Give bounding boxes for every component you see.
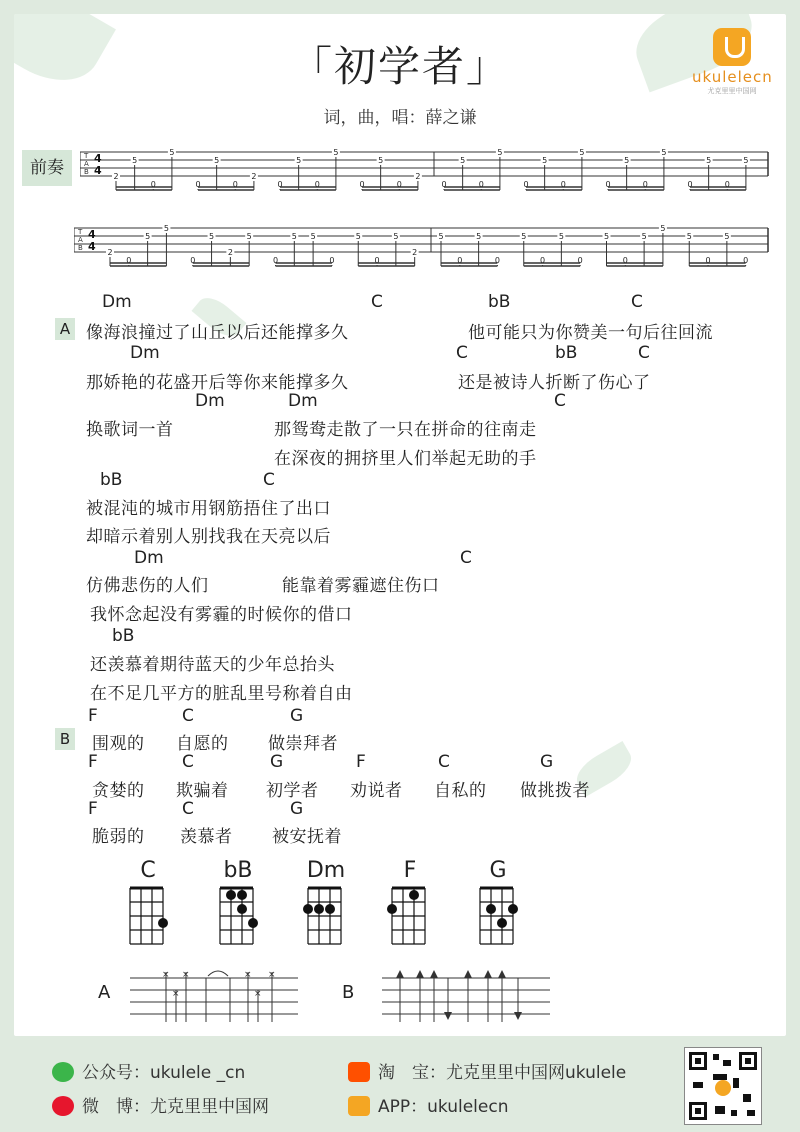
tab-fret-number: 5 <box>460 156 466 165</box>
ukulele-logo-icon <box>713 28 751 66</box>
tab-fret-number: 0 <box>743 256 749 265</box>
lyric-line: 贪婪的 <box>92 781 145 801</box>
finger-dot <box>387 904 397 914</box>
finger-dot <box>497 918 507 928</box>
weibo-icon <box>52 1096 74 1116</box>
tab-fret-number: 5 <box>132 156 138 165</box>
lyric-line: 却暗示着别人别找我在天亮以后 <box>86 527 331 547</box>
tab-fret-number: 2 <box>113 172 119 181</box>
chord-label: C <box>638 343 650 363</box>
finger-dot <box>248 918 258 928</box>
tab-fret-number: 0 <box>540 256 546 265</box>
lyric-line: 羡慕者 <box>180 827 233 847</box>
svg-text:×: × <box>244 970 252 980</box>
chord-label: Dm <box>102 292 132 312</box>
tab-fret-number: 5 <box>579 148 585 157</box>
app-link <box>348 1092 509 1117</box>
tab-fret-number: 5 <box>296 156 302 165</box>
tab-fret-number: 5 <box>209 232 215 241</box>
tab-fret-number: 5 <box>393 232 399 241</box>
tab-fret-number: 0 <box>577 256 583 265</box>
tab-fret-number: 5 <box>497 148 503 157</box>
tab-fret-number: 5 <box>686 232 692 241</box>
tab-fret-number: 5 <box>558 232 564 241</box>
svg-text:×: × <box>254 989 262 999</box>
fretboard-grid <box>296 884 356 948</box>
tab-clef: T <box>78 228 83 236</box>
tab-fret-number: 0 <box>314 180 320 189</box>
tab-fret-number: 5 <box>291 232 297 241</box>
section-a-label: A <box>55 318 75 340</box>
site-logo <box>692 28 772 96</box>
finger-dot <box>158 918 168 928</box>
tab-fret-number: 0 <box>457 256 463 265</box>
finger-dot <box>303 904 313 914</box>
chord-diagram-name: G <box>489 858 507 883</box>
chord-label: G <box>290 799 304 819</box>
chord-diagram-name: F <box>403 858 417 883</box>
tab-fret-number: 0 <box>190 256 196 265</box>
tab-fret-number: 5 <box>438 232 444 241</box>
tab-fret-number: 0 <box>359 180 365 189</box>
rhythm-pattern-a <box>130 968 298 1024</box>
finger-dot <box>237 890 247 900</box>
lyric-line: 还羡慕着期待蓝天的少年总抬头 <box>90 655 335 675</box>
tab-fret-number: 0 <box>195 180 201 189</box>
tab-fret-number: 5 <box>145 232 151 241</box>
svg-text:×: × <box>268 970 276 980</box>
lyric-line: 自愿的 <box>176 734 229 754</box>
fretboard-grid <box>468 884 528 948</box>
tab-fret-number: 5 <box>706 156 712 165</box>
tab-fret-number: 0 <box>232 180 238 189</box>
tab-fret-number: 2 <box>251 172 257 181</box>
chord-label: C <box>182 752 194 772</box>
lyric-line: 像海浪撞过了山丘以后还能撑多久 <box>86 323 349 343</box>
tab-fret-number: 0 <box>150 180 156 189</box>
weibo-text: 微 博：尤克里里中国网 <box>82 1097 269 1117</box>
chord-label: Dm <box>288 391 318 411</box>
tab-fret-number: 5 <box>310 232 316 241</box>
tab-fret-number: 0 <box>277 180 283 189</box>
wechat-icon <box>52 1062 74 1082</box>
chord-label: Dm <box>195 391 225 411</box>
chord-label: C <box>438 752 450 772</box>
tab-fret-number: 5 <box>641 232 647 241</box>
tab-clef: A <box>78 236 83 244</box>
tab-fret-number: 5 <box>542 156 548 165</box>
tab-fret-number: 0 <box>642 180 648 189</box>
tab-fret-number: 0 <box>126 256 132 265</box>
chord-diagram-dm <box>296 858 356 952</box>
lyric-line: 做崇拜者 <box>268 734 338 754</box>
intro-tab-staff-2 <box>74 218 770 274</box>
lyric-line: 那娇艳的花盛开后等你来能撑多久 <box>86 373 349 393</box>
lyric-line: 能靠着雾霾遮住伤口 <box>282 576 440 596</box>
wechat-text: 公众号：ukulele _cn <box>82 1063 246 1083</box>
tab-fret-number: 5 <box>660 224 666 233</box>
chord-label: F <box>88 706 98 726</box>
lyric-line: 我怀念起没有雾霾的时候你的借口 <box>90 605 353 625</box>
tab-fret-number: 0 <box>622 256 628 265</box>
intro-label: 前奏 <box>22 150 72 186</box>
tab-fret-number: 0 <box>478 180 484 189</box>
chord-label: C <box>456 343 468 363</box>
tab-fret-number: 0 <box>396 180 402 189</box>
qr-code-pattern <box>685 1048 761 1124</box>
chord-diagram-name: bB <box>223 858 253 883</box>
tab-fret-number: 0 <box>441 180 447 189</box>
chord-label: Dm <box>134 548 164 568</box>
time-signature: 4 <box>88 228 96 241</box>
rhythm-pattern-b <box>382 968 550 1024</box>
tab-fret-number: 5 <box>661 148 667 157</box>
finger-dot <box>314 904 324 914</box>
app-icon <box>348 1096 370 1116</box>
tab-fret-number: 5 <box>246 232 252 241</box>
finger-dot <box>508 904 518 914</box>
fretboard-grid <box>118 884 178 948</box>
tab-fret-number: 5 <box>624 156 630 165</box>
tab-fret-number: 2 <box>412 248 418 257</box>
lyric-line: 欺骗着 <box>176 781 229 801</box>
tab-clef: B <box>84 168 89 176</box>
chord-label: bB <box>112 626 135 646</box>
chord-diagram-name: Dm <box>306 858 346 883</box>
tab-fret-number: 5 <box>743 156 749 165</box>
fretboard-grid <box>380 884 440 948</box>
song-title: 「初学者」 <box>289 42 510 91</box>
tab-fret-number: 0 <box>687 180 693 189</box>
chord-label: C <box>631 292 643 312</box>
tab-fret-number: 5 <box>603 232 610 241</box>
finger-dot <box>237 904 247 914</box>
lyric-line: 在不足几平方的脏乱里号称着自由 <box>90 684 353 704</box>
time-signature: 4 <box>94 164 102 177</box>
tab-fret-number: 5 <box>724 232 730 241</box>
weibo-account <box>52 1092 269 1117</box>
rhythm-a-label: A <box>98 982 111 1003</box>
time-signature: 4 <box>94 152 102 165</box>
lyric-line: 初学者 <box>266 781 319 801</box>
svg-text:×: × <box>172 989 180 999</box>
chord-diagram-bb <box>208 858 268 952</box>
finger-dot <box>325 904 335 914</box>
fretboard-grid <box>208 884 268 948</box>
taobao-text: 淘 宝：尤克里里中国网ukulele <box>378 1063 627 1083</box>
logo-name: ukulelecn <box>692 68 773 86</box>
lyric-line: 在深夜的拥挤里人们举起无助的手 <box>274 449 537 469</box>
finger-dot <box>226 890 236 900</box>
lyric-line: 被混沌的城市用钢筋捂住了出口 <box>86 499 331 519</box>
lyric-line: 被安抚着 <box>272 827 342 847</box>
lyric-line: 仿佛悲伤的人们 <box>86 576 209 596</box>
svg-text:×: × <box>182 970 190 980</box>
chord-label: C <box>554 391 566 411</box>
taobao-store <box>348 1058 626 1083</box>
finger-dot <box>409 890 419 900</box>
tab-clef: A <box>84 160 89 168</box>
lyric-line: 那鸳鸯走散了一只在拼命的往南走 <box>274 420 537 440</box>
section-b-label: B <box>55 728 75 750</box>
lyric-line: 自私的 <box>434 781 487 801</box>
chord-label: C <box>371 292 383 312</box>
wechat-account <box>52 1058 245 1083</box>
lyric-line: 做挑拨者 <box>520 781 590 801</box>
chord-diagram-g <box>468 858 528 952</box>
tab-fret-number: 0 <box>560 180 566 189</box>
chord-label: bB <box>488 292 511 312</box>
tab-fret-number: 0 <box>494 256 500 265</box>
chord-label: C <box>460 548 472 568</box>
tab-fret-number: 0 <box>705 256 711 265</box>
time-signature: 4 <box>88 240 96 253</box>
chord-diagram-f <box>380 858 440 952</box>
chord-label: bB <box>555 343 578 363</box>
app-text: APP：ukulelecn <box>378 1097 509 1117</box>
qr-code <box>684 1047 762 1125</box>
lyric-line: 还是被诗人折断了伤心了 <box>458 373 651 393</box>
lyric-line: 围观的 <box>92 734 145 754</box>
tab-fret-number: 0 <box>272 256 279 265</box>
chord-label: G <box>540 752 554 772</box>
lyric-line: 脆弱的 <box>92 827 145 847</box>
tab-fret-number: 5 <box>355 232 361 241</box>
tab-fret-number: 0 <box>605 180 611 189</box>
intro-tab-staff-1 <box>80 142 770 198</box>
tab-fret-number: 2 <box>415 172 421 181</box>
tab-fret-number: 2 <box>107 248 113 257</box>
tab-clef: B <box>78 244 83 252</box>
svg-text:×: × <box>162 970 170 980</box>
chord-label: G <box>270 752 284 772</box>
rhythm-b-label: B <box>342 982 355 1003</box>
tab-fret-number: 2 <box>227 248 233 257</box>
finger-dot <box>486 904 496 914</box>
chord-label: C <box>182 706 194 726</box>
tab-fret-number: 5 <box>163 224 169 233</box>
chord-diagram-c <box>118 858 178 952</box>
tab-fret-number: 5 <box>521 232 527 241</box>
chord-label: C <box>263 470 275 490</box>
tab-fret-number: 0 <box>724 180 730 189</box>
lyric-line: 他可能只为你赞美一句后往回流 <box>468 323 713 343</box>
lyric-line: 换歌词一首 <box>86 420 174 440</box>
taobao-icon <box>348 1062 370 1082</box>
tab-fret-number: 0 <box>523 180 529 189</box>
tab-fret-number: 0 <box>329 256 335 265</box>
chord-label: Dm <box>130 343 160 363</box>
tab-fret-number: 0 <box>374 256 380 265</box>
tab-clef: T <box>84 152 89 160</box>
tab-fret-number: 5 <box>333 148 339 157</box>
tab-fret-number: 5 <box>378 156 384 165</box>
chord-label: F <box>88 752 98 772</box>
logo-subtitle: 尤克里里中国网 <box>707 87 757 95</box>
chord-diagram-name: C <box>140 858 156 883</box>
chord-label: C <box>182 799 194 819</box>
chord-label: bB <box>100 470 123 490</box>
tab-fret-number: 5 <box>476 232 482 241</box>
lyric-line: 劝说者 <box>350 781 403 801</box>
tab-fret-number: 5 <box>169 148 175 157</box>
chord-label: F <box>88 799 98 819</box>
chord-label: F <box>356 752 366 772</box>
chord-label: G <box>290 706 304 726</box>
song-credits: 词，曲，唱：薛之谦 <box>323 108 477 128</box>
tab-fret-number: 5 <box>214 156 220 165</box>
